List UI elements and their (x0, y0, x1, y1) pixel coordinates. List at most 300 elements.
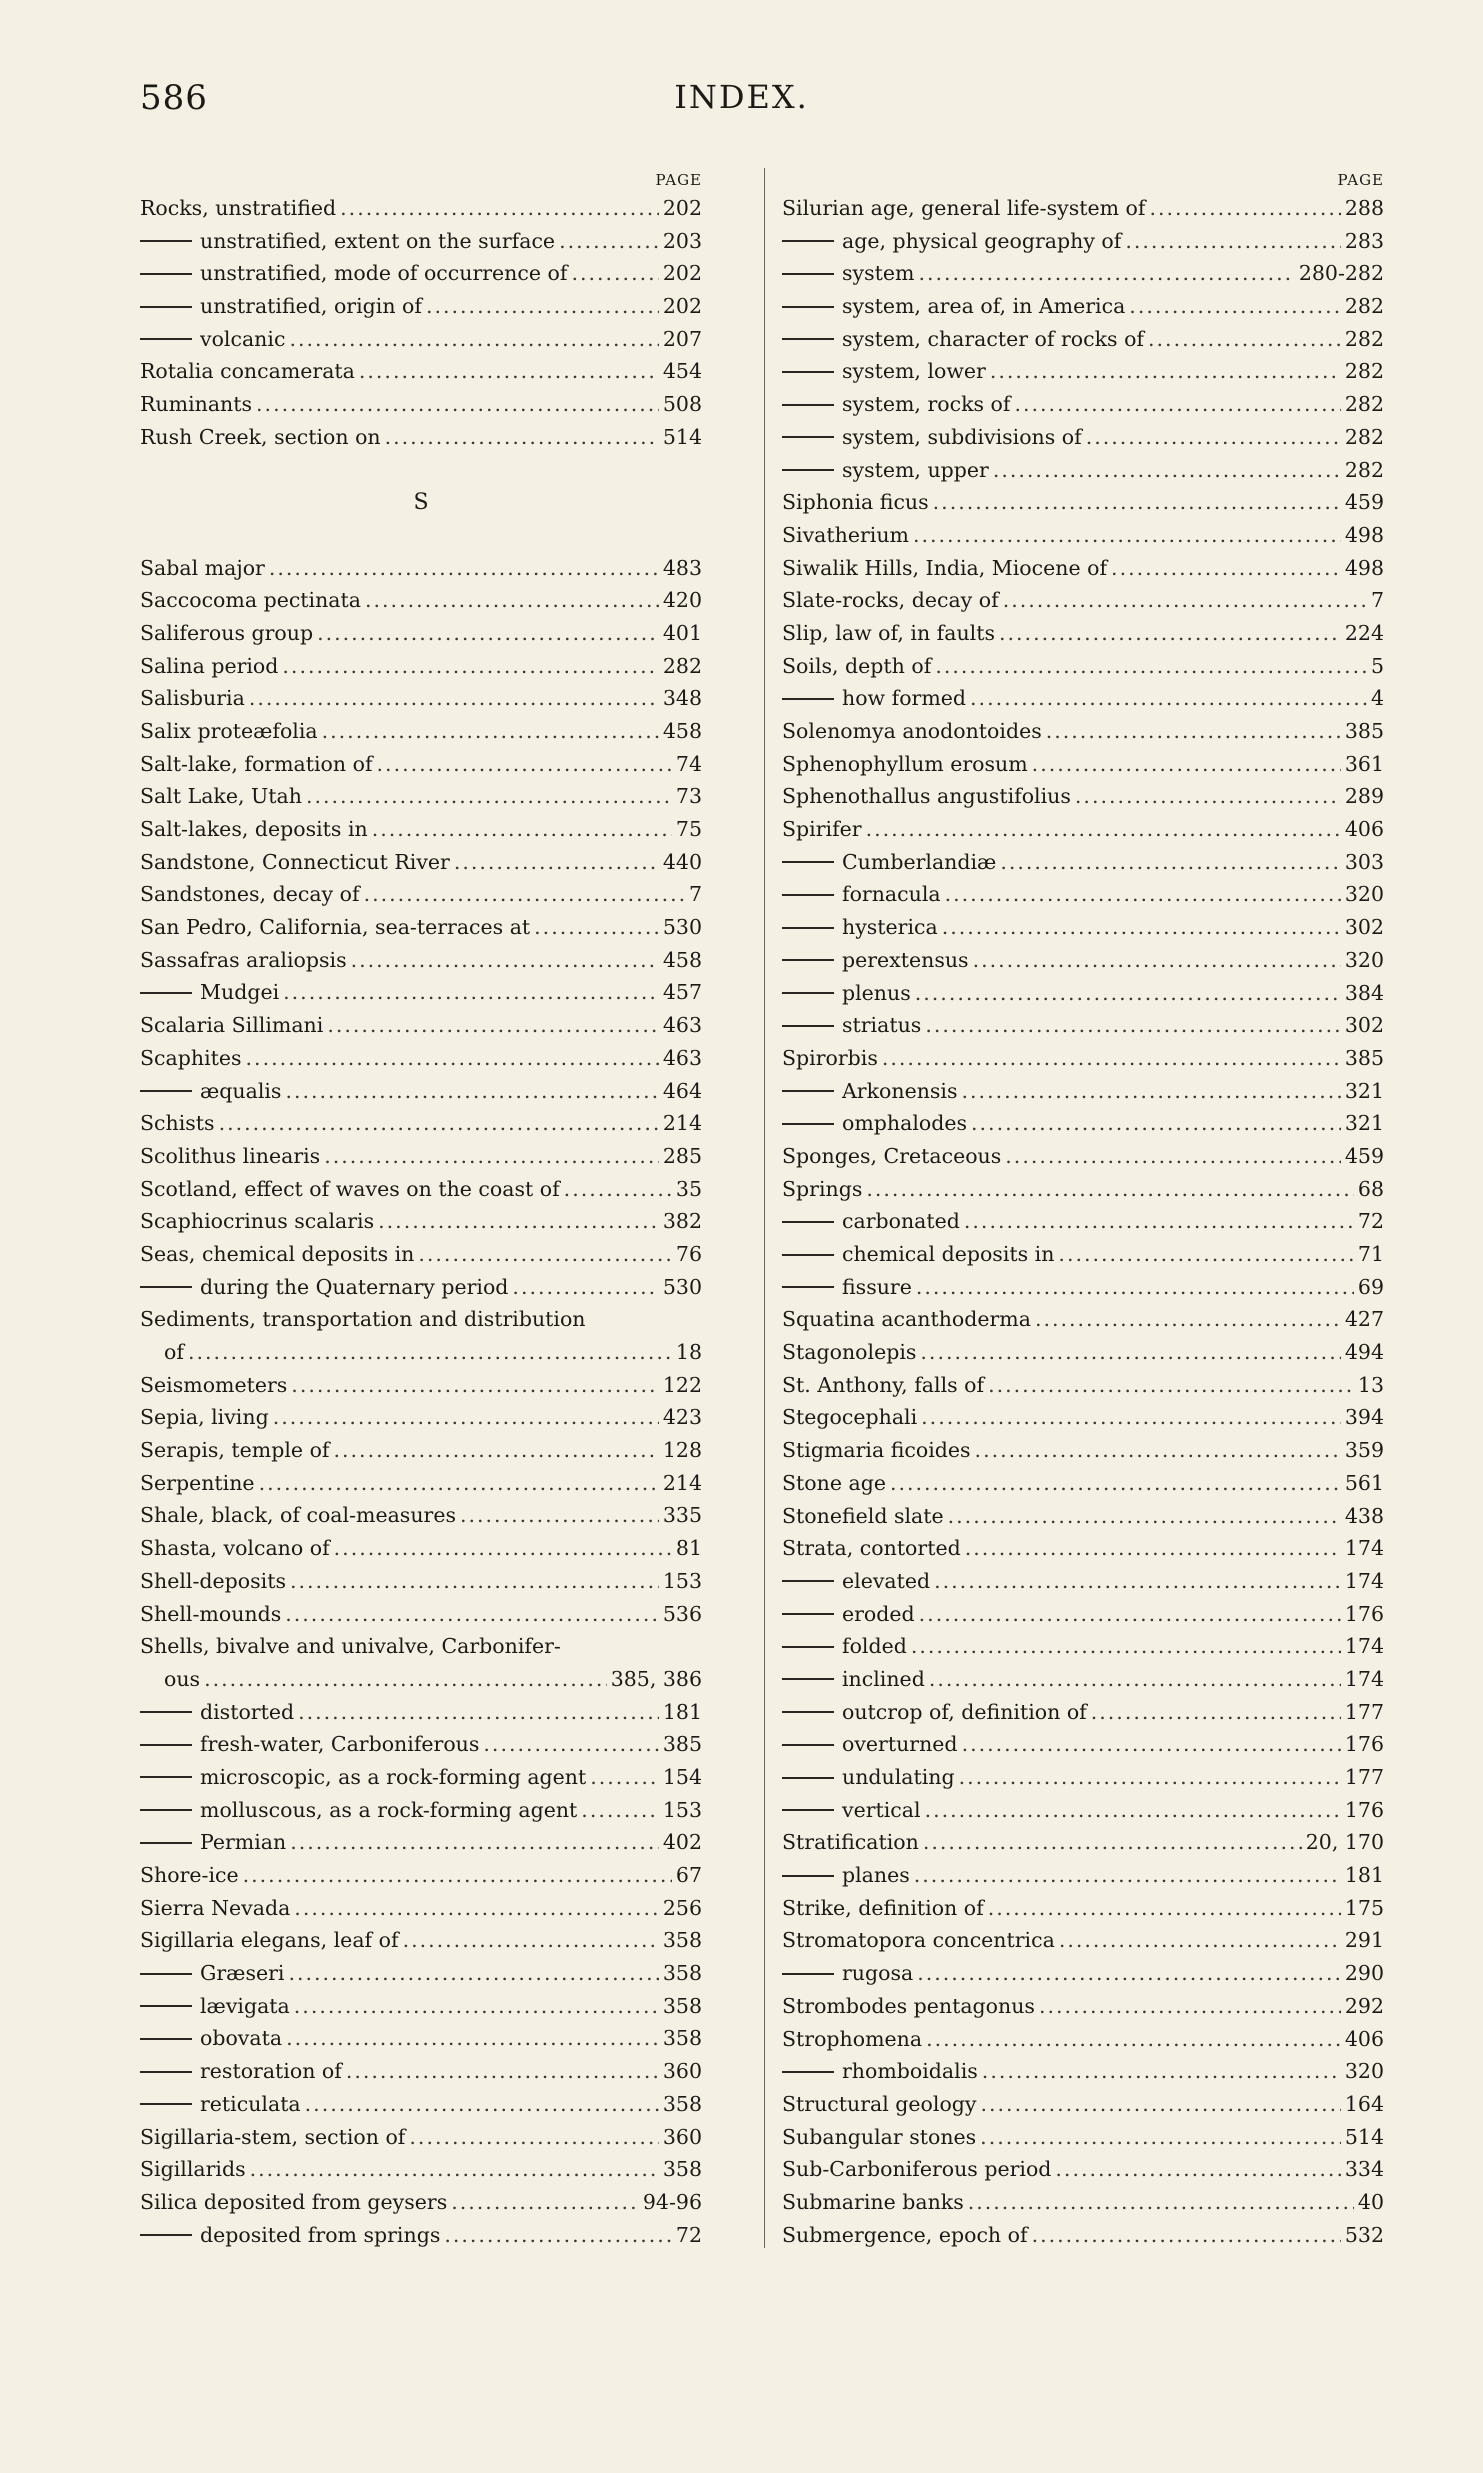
dot-leader (334, 1434, 659, 1467)
dot-leader (1005, 1140, 1341, 1173)
entry-term (140, 1401, 269, 1434)
entry-term-text: restoration of (200, 2059, 342, 2084)
ditto-dash (782, 2071, 834, 2073)
entry-term-text: Arkonensis (842, 1078, 958, 1103)
entry-term (782, 2121, 976, 2154)
entry-term (140, 355, 355, 388)
entry-term (140, 944, 347, 977)
entry-term-text: distorted (200, 1699, 295, 1724)
index-entry (140, 552, 702, 585)
entry-term-text: Strophomena (782, 2026, 923, 2051)
entry-term (140, 323, 285, 356)
dot-leader (273, 1401, 659, 1434)
index-subentry (782, 682, 1384, 715)
ditto-dash (782, 894, 834, 896)
entry-page: 5 (1370, 653, 1384, 678)
dot-leader (1129, 290, 1341, 323)
entry-term (140, 1140, 320, 1173)
dot-leader (919, 1598, 1341, 1631)
ditto-dash (140, 2005, 192, 2007)
index-subentry (782, 911, 1384, 944)
dot-leader (918, 257, 1294, 290)
dot-leader (290, 1565, 659, 1598)
entry-term-text: Siwalik Hills, India, Miocene of (782, 555, 1108, 580)
index-entry (782, 1924, 1384, 1957)
entry-term (782, 290, 1125, 323)
dot-leader (917, 1957, 1341, 1990)
entry-page: 176 (1344, 1601, 1384, 1626)
dot-leader (935, 650, 1367, 683)
entry-term-text: system, lower (842, 359, 986, 384)
dot-leader (988, 1369, 1354, 1402)
index-subentry (782, 1630, 1384, 1663)
entry-term (140, 1107, 215, 1140)
dot-leader (372, 813, 672, 846)
entry-term-text: how formed (842, 686, 967, 711)
index-entry (782, 519, 1384, 552)
entry-page: 71 (1357, 1242, 1384, 1266)
running-head: INDEX. (674, 78, 809, 116)
dot-leader (929, 1663, 1341, 1696)
entry-term (140, 2219, 440, 2252)
entry-term-text: Cumberlandiæ (842, 849, 997, 874)
dot-leader (915, 977, 1341, 1010)
entry-term-text: volcanic (200, 326, 286, 351)
entry-term-text: Submarine banks (782, 2189, 964, 2214)
index-entry (140, 1238, 702, 1271)
dot-leader (916, 1271, 1354, 1304)
ditto-dash (782, 371, 834, 373)
entry-page: 282 (662, 653, 702, 678)
entry-page: 153 (662, 1568, 702, 1593)
entry-term-text: Stone age (782, 1470, 886, 1495)
dot-leader (1058, 1238, 1353, 1271)
entry-page: 457 (662, 980, 702, 1005)
entry-term (140, 1794, 577, 1827)
entry-term-text: Strata, contorted (782, 1536, 961, 1561)
dot-leader (988, 1892, 1341, 1925)
dot-leader (294, 1990, 659, 2023)
dot-leader (460, 1499, 659, 1532)
index-entry (140, 2153, 702, 2186)
entry-page: 561 (1344, 1470, 1384, 1495)
entry-term-text: lævigata (200, 1993, 290, 2018)
entry-term-text: system, rocks of (842, 392, 1011, 417)
entry-page: 320 (1344, 882, 1384, 907)
dot-leader (418, 1238, 672, 1271)
dot-leader (962, 1728, 1341, 1761)
entry-term (782, 813, 862, 846)
ditto-dash (782, 1254, 834, 1256)
entry-term-text: Sponges, Cretaceous (782, 1143, 1002, 1168)
entry-term (140, 1532, 330, 1565)
index-entry (140, 1434, 702, 1467)
entry-term (782, 257, 914, 290)
ditto-dash (782, 469, 834, 471)
entry-page: 153 (662, 1797, 702, 1822)
index-subentry (782, 1205, 1384, 1238)
entry-page: 207 (662, 326, 702, 351)
entry-term (782, 1990, 1035, 2023)
entry-term (140, 1696, 294, 1729)
entry-term (782, 944, 969, 977)
entry-page: 420 (662, 588, 702, 613)
index-subentry (782, 1859, 1384, 1892)
index-entry (140, 878, 702, 911)
dot-leader (971, 1107, 1341, 1140)
entry-term-text: system, area of, in America (842, 294, 1126, 319)
dot-leader (970, 682, 1367, 715)
ditto-dash (140, 240, 192, 242)
entry-page: 302 (1344, 915, 1384, 940)
index-entry (140, 1499, 702, 1532)
entry-term-text: Permian (200, 1830, 287, 1855)
entry-page: 174 (1344, 1666, 1384, 1691)
entry-term-text: Serpentine (140, 1470, 255, 1495)
entry-page: 174 (1344, 1536, 1384, 1561)
dot-leader (945, 878, 1341, 911)
dot-leader (1111, 552, 1341, 585)
index-subentry (140, 2088, 702, 2121)
index-entry (782, 552, 1384, 585)
entry-term-text: Squatina acanthoderma (782, 1307, 1031, 1332)
index-entry (140, 1205, 702, 1238)
entry-page: 335 (662, 1503, 702, 1528)
index-entry (782, 1826, 1384, 1859)
dot-leader (975, 1434, 1341, 1467)
entry-term-text: Silurian age, general life-system of (782, 196, 1146, 220)
page-header (0, 78, 1483, 128)
entry-term (140, 1990, 290, 2023)
entry-term-text: Salisburia (140, 686, 245, 711)
entry-page: 202 (662, 294, 702, 319)
index-entry (782, 1042, 1384, 1075)
ditto-dash (782, 1646, 834, 1648)
entry-term-text: Sphenothallus angustifolius (782, 784, 1071, 809)
dot-leader (590, 1761, 659, 1794)
entry-term (140, 2153, 246, 2186)
entry-page: 348 (662, 686, 702, 711)
entry-term-text: Schists (140, 1111, 215, 1136)
entry-term-text: molluscous, as a rock-forming agent (200, 1797, 578, 1822)
dot-leader (1046, 715, 1341, 748)
entry-term (140, 1565, 286, 1598)
entry-term-text: Sub-Carboniferous period (782, 2157, 1052, 2182)
entry-page: 177 (1344, 1765, 1384, 1789)
entry-term (782, 1401, 917, 1434)
index-entry (140, 1173, 702, 1206)
entry-term-text: Salt-lakes, deposits in (140, 817, 368, 841)
entry-term-text: San Pedro, California, sea-terraces at (140, 915, 531, 940)
entry-page: 174 (1344, 1634, 1384, 1659)
ditto-dash (782, 1221, 834, 1223)
entry-term (782, 1336, 916, 1369)
entry-term (782, 617, 995, 650)
entry-term-text: system, character of rocks of (842, 326, 1145, 351)
entry-page: 303 (1344, 849, 1384, 874)
entry-page: 282 (1344, 457, 1384, 482)
dot-leader (378, 1205, 659, 1238)
entry-page: 358 (662, 1993, 702, 2018)
entry-page: 72 (675, 2222, 702, 2247)
entry-page: 20, 170 (1305, 1830, 1384, 1855)
entry-term-text: Saliferous group (140, 620, 314, 645)
entry-page: 321 (1344, 1078, 1384, 1103)
entry-page: 40 (1357, 2189, 1384, 2214)
dot-leader (250, 2153, 659, 2186)
entry-term-text: Sigillarids (140, 2157, 246, 2182)
entry-term (782, 355, 986, 388)
entry-page: 292 (1344, 1993, 1384, 2018)
entry-page: 530 (662, 1274, 702, 1299)
index-entry (782, 192, 1384, 225)
ditto-dash (140, 2071, 192, 2073)
dot-leader (305, 2088, 659, 2121)
entry-term (140, 1924, 399, 1957)
index-subentry (782, 1565, 1384, 1598)
entry-term-text: Springs (782, 1176, 863, 1201)
dot-leader (934, 1565, 1341, 1598)
dot-leader (298, 1696, 659, 1729)
dot-leader (249, 682, 659, 715)
dot-leader (914, 1859, 1341, 1892)
dot-leader (340, 192, 659, 225)
entry-page: 458 (662, 718, 702, 743)
entry-term-text: Salt Lake, Utah (140, 784, 302, 809)
entry-term-text: Mudgei (200, 980, 280, 1005)
entry-term (782, 650, 931, 683)
index-entry (782, 2153, 1384, 2186)
dot-leader (327, 1009, 659, 1042)
entry-term (782, 780, 1071, 813)
entry-term (782, 225, 1121, 258)
dot-leader (403, 1924, 659, 1957)
entry-term (140, 1663, 200, 1696)
entry-term (140, 1630, 561, 1663)
dot-leader (334, 1532, 672, 1565)
entry-term-text: Soils, depth of (782, 653, 932, 678)
entry-page: 224 (1344, 620, 1384, 645)
entry-term-text: Shells, bivalve and univalve, Carbonifer- (140, 1634, 561, 1659)
index-entry (782, 780, 1384, 813)
entry-page: 174 (1344, 1568, 1384, 1593)
entry-term-text: Sediments, transportation and distribution (140, 1307, 586, 1332)
entry-term-text: Salix proteæfolia (140, 718, 318, 743)
entry-term-text: system, upper (842, 457, 989, 482)
entry-term (782, 1859, 910, 1892)
entry-term-text: Submergence, epoch of (782, 2222, 1028, 2247)
entry-page: 67 (675, 1863, 702, 1887)
dot-leader (385, 421, 659, 454)
dot-leader (933, 486, 1341, 519)
entry-term-text: Saccocoma pectinata (140, 588, 361, 613)
entry-page: 176 (1344, 1797, 1384, 1822)
dot-leader (866, 813, 1341, 846)
entries-right (782, 192, 1384, 2251)
index-subentry (782, 1598, 1384, 1631)
entry-term-text: Sandstone, Connecticut River (140, 849, 450, 874)
index-subentry (140, 290, 702, 323)
entry-term (140, 290, 422, 323)
entry-term-text: hysterica (842, 915, 938, 940)
entry-page: 498 (1344, 555, 1384, 580)
index-entry (140, 1401, 702, 1434)
entry-term-text: Salina period (140, 653, 279, 678)
entry-term (782, 1630, 907, 1663)
entry-term (140, 1303, 586, 1336)
entry-term-text: vertical (842, 1797, 921, 1822)
ditto-dash (782, 1777, 834, 1779)
entry-term (140, 552, 265, 585)
index-entry (140, 682, 702, 715)
entry-page: 536 (662, 1601, 702, 1626)
entry-term-text: Stratification (782, 1830, 919, 1855)
ditto-dash (782, 240, 834, 242)
entry-term (782, 1924, 1055, 1957)
dot-leader (942, 911, 1341, 944)
entry-page: 68 (1357, 1176, 1384, 1201)
entry-term (782, 1271, 912, 1304)
dot-leader (882, 1042, 1341, 1075)
entry-term (782, 1467, 886, 1500)
dot-leader (285, 1075, 658, 1108)
entry-term (140, 1957, 284, 1990)
entry-page: 7 (688, 882, 702, 907)
ditto-dash (782, 1286, 834, 1288)
entry-term-text: Scolithus linearis (140, 1143, 321, 1168)
entry-page: 532 (1344, 2222, 1384, 2247)
ditto-dash (782, 992, 834, 994)
ditto-dash (782, 338, 834, 340)
entry-term (782, 519, 909, 552)
dot-leader (409, 2121, 658, 2154)
dot-leader (286, 2022, 659, 2055)
dot-leader (982, 2055, 1341, 2088)
entry-page: 361 (1344, 751, 1384, 776)
entry-term (782, 1892, 984, 1925)
dot-leader (243, 1859, 672, 1892)
entry-term-text: Solenomya anodontoides (782, 719, 1042, 743)
entry-page: 427 (1344, 1307, 1384, 1332)
entry-term-text: inclined (842, 1666, 925, 1691)
dot-leader (364, 878, 685, 911)
index-entry (782, 1467, 1384, 1500)
entry-term-text: Ruminants (140, 392, 253, 417)
index-subentry (140, 1728, 702, 1761)
entry-page: 290 (1344, 1961, 1384, 1986)
entry-page: 359 (1344, 1438, 1384, 1463)
entry-term-text: undulating (842, 1765, 955, 1789)
entry-term-text: during the Quaternary period (200, 1274, 509, 1299)
entry-term (140, 192, 336, 225)
entry-term (782, 552, 1107, 585)
entry-page: 358 (662, 2026, 702, 2051)
entry-term (140, 388, 252, 421)
ditto-dash (140, 1973, 192, 1975)
entry-page: 283 (1344, 228, 1384, 253)
dot-leader (1014, 388, 1340, 421)
entry-term-text: Sabal major (140, 555, 265, 580)
index-entry (140, 584, 702, 617)
entry-term-text: Sigillaria elegans, leaf of (140, 1928, 399, 1953)
entry-page: 256 (662, 1895, 702, 1920)
ditto-dash (782, 273, 834, 275)
dot-leader (359, 355, 659, 388)
index-subentry (782, 846, 1384, 879)
entry-term-text: fornacula (842, 882, 941, 907)
ditto-dash (140, 1842, 192, 1844)
entry-page: 291 (1344, 1928, 1384, 1953)
dot-leader (1091, 1696, 1341, 1729)
entry-term-text: Sphenophyllum erosum (782, 751, 1028, 776)
entry-term-text: Spirifer (782, 817, 862, 842)
index-subentry (782, 290, 1384, 323)
entry-term (140, 1499, 456, 1532)
entry-page: 181 (662, 1699, 702, 1724)
entry-page: 423 (662, 1405, 702, 1430)
entry-term-text: system, subdivisions of (842, 424, 1082, 449)
index-entry (140, 1140, 702, 1173)
entry-term-text: Structural geology (782, 2091, 977, 2116)
entry-term (782, 1663, 925, 1696)
entry-term (140, 1205, 374, 1238)
index-entry (140, 650, 702, 683)
dot-leader (866, 1173, 1354, 1206)
dot-leader (890, 1467, 1341, 1500)
entry-page: 385 (1344, 719, 1384, 743)
dot-leader (564, 1173, 672, 1206)
entry-page: 302 (1344, 1013, 1384, 1038)
entry-term (782, 878, 941, 911)
entry-term (782, 1075, 958, 1108)
entry-page: 494 (1344, 1340, 1384, 1365)
entry-page: 358 (662, 1961, 702, 1986)
dot-leader (1055, 2153, 1340, 2186)
index-entry (140, 617, 702, 650)
ditto-dash (782, 404, 834, 406)
index-entry (140, 192, 702, 225)
index-entry (782, 584, 1384, 617)
entry-term-text: Slate-rocks, decay of (782, 588, 999, 613)
entry-page: 214 (662, 1111, 702, 1136)
index-entry (782, 1500, 1384, 1533)
entry-page: 35 (675, 1176, 702, 1201)
index-subentry (140, 225, 702, 258)
index-entry (140, 2121, 702, 2154)
entry-page: 282 (1344, 424, 1384, 449)
entry-term (782, 486, 929, 519)
entry-term (140, 1892, 290, 1925)
entry-page: 203 (662, 228, 702, 253)
entry-term-text: unstratified, origin of (200, 294, 422, 319)
dot-leader (444, 2219, 672, 2252)
index-entry (782, 1336, 1384, 1369)
dot-leader (324, 1140, 659, 1173)
entry-page: 385, 386 (610, 1666, 702, 1691)
ditto-dash (140, 1090, 192, 1092)
entry-page: 514 (1344, 2124, 1384, 2149)
entry-term (140, 1042, 242, 1075)
entry-term-text: reticulata (200, 2091, 301, 2116)
index-subentry (140, 1696, 702, 1729)
ditto-dash (782, 1090, 834, 1092)
entry-page: 438 (1344, 1503, 1384, 1528)
ditto-dash (782, 306, 834, 308)
entry-term (782, 192, 1146, 225)
dot-leader (365, 584, 659, 617)
entry-term-text: Scaphites (140, 1045, 242, 1070)
entry-page: 289 (1344, 784, 1384, 809)
